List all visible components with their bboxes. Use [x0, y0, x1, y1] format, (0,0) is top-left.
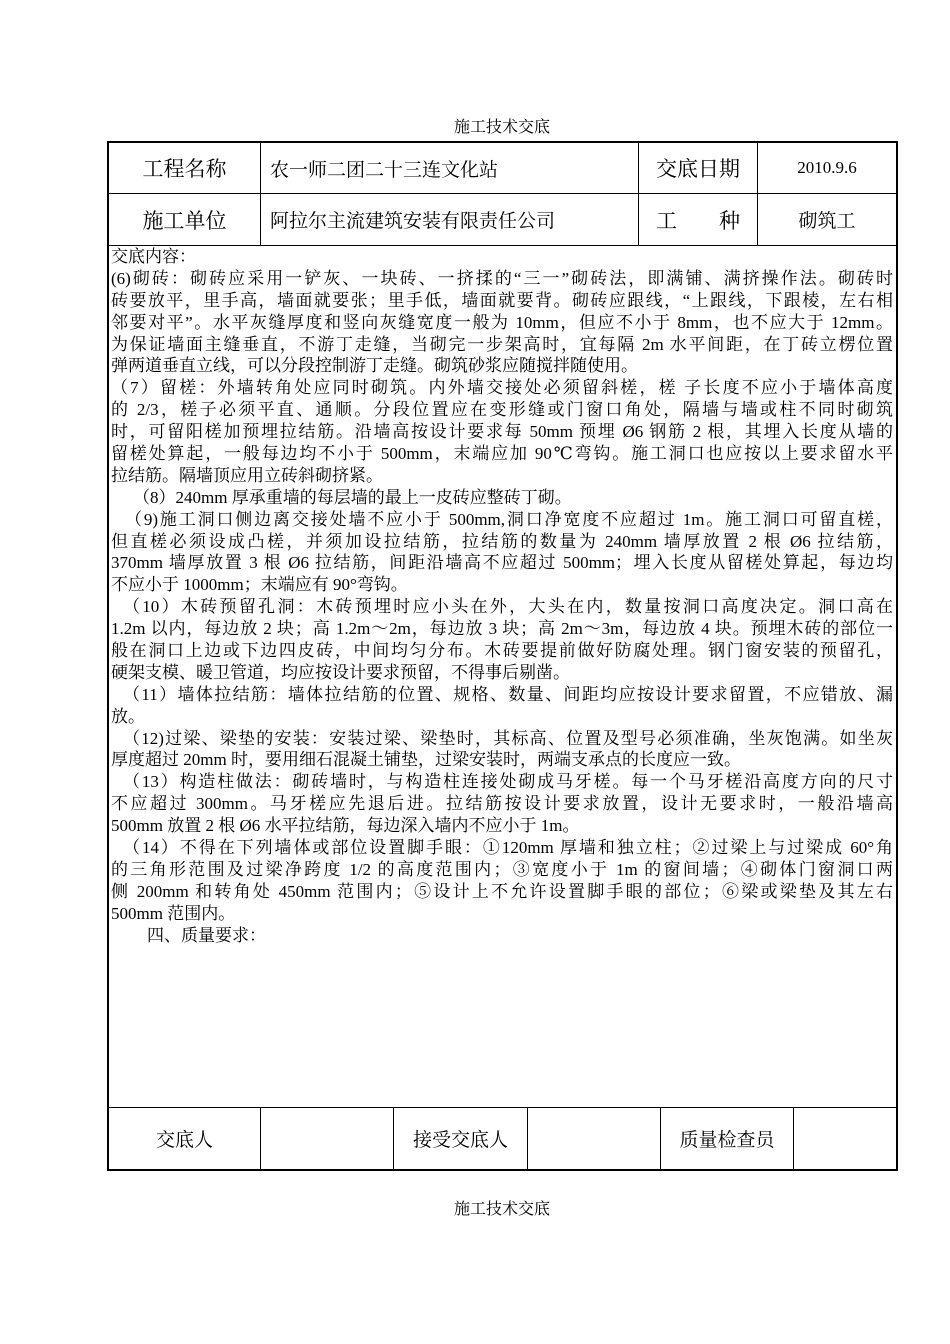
- content-line: （13）构造柱做法：砌砖墙时，与构造柱连接处砌成马牙槎。每一个马牙槎沿高度方向的尺寸: [123, 772, 893, 792]
- receiver-signature-cell: [528, 1108, 661, 1169]
- content-line: 砖要放平，里手高，墙面就要张；里手低，墙面就要背。砌砖应跟线，“上跟线，下跟棱，左右相: [111, 290, 893, 310]
- header-row-company: [109, 194, 896, 246]
- content-line: 的 2/3，槎子必须平直、通顺。分段位置应在变形缝或门窗口角处，隔墙与墙或柱不同时砌筑: [111, 400, 893, 420]
- signature-row: [109, 1108, 896, 1169]
- content-line: 为保证墙面主缝垂直，不游丁走缝，当砌完一步架高时，宜每隔 2m 水平间距，在丁砖立楞位置: [111, 334, 893, 354]
- next-page-title: 施工技术交底: [453, 1201, 550, 1218]
- header-row-project: [109, 143, 896, 194]
- content-line: （12)过梁、梁垫的安装：安装过梁、梁垫时，其标高、位置及型号必须准确，坐灰饱满。如坐灰: [123, 728, 893, 748]
- section-heading-quality: 四、质量要求：: [147, 925, 266, 945]
- content-line: （8）240mm 厚承重墙的每层墙的最上一皮砖应整砖丁砌。: [133, 487, 572, 507]
- inspector-label: 质量检查员: [661, 1108, 794, 1169]
- briefing-form-table: [107, 141, 898, 1171]
- date-label: 交底日期: [639, 143, 758, 193]
- content-line: 时，可留阳槎加预埋拉结筋。沿墙高按设计要求每 50mm 预埋 Ø6 钢筋 2 根，其埋入长度从墙的: [111, 422, 893, 442]
- presenter-label: 交底人: [109, 1108, 261, 1169]
- presenter-signature-cell: [261, 1108, 394, 1169]
- content-line: 500mm 范围内。: [111, 903, 236, 923]
- trade-label: 工 种: [639, 194, 758, 245]
- content-line: (6)砌砖：砌砖应采用一铲灰、一块砖、一挤揉的“三一”砌砖法，即满铺、满挤操作法。砌砖时: [111, 268, 893, 288]
- briefing-content: [109, 246, 896, 1108]
- content-line: 邻要对平”。水平灰缝厚度和竖向灰缝宽度一般为 10mm，但应不小于 8mm，也不应大于 12mm。: [111, 312, 893, 332]
- content-line: （11）墙体拉结筋：墙体拉结筋的位置、规格、数量、间距均应按设计要求留置，不应错放、漏: [123, 684, 893, 704]
- trade-value: 砌筑工: [798, 211, 856, 232]
- content-line: 放。: [111, 706, 145, 726]
- inspector-signature-cell: [794, 1108, 896, 1169]
- content-line: 厚度超过 20mm 时，要用细石混凝土铺垫，过梁安装时，两端支承点的长度应一致。: [111, 750, 741, 770]
- content-line: 留槎处算起，一般每边均不小于 500mm，末端应加 90℃弯钩。施工洞口也应按以上要求留水平: [111, 444, 893, 464]
- date-value: 2010.9.6: [797, 158, 857, 177]
- content-line: （10）木砖预留孔洞：木砖预埋时应小头在外，大头在内，数量按洞口高度决定。洞口高在: [123, 597, 893, 617]
- project-name-label: 工程名称: [109, 143, 261, 193]
- content-line: 但直槎必须设成凸槎，并须加设拉结筋，拉结筋的数量为 240mm 墙厚放置 2 根 Ø6 拉结筋，: [111, 531, 893, 551]
- content-line: 侧 200mm 和转角处 450mm 范围内；⑤设计上不允许设置脚手眼的部位；⑥梁或梁垫及其左右: [111, 881, 893, 901]
- content-line: 的三角形范围及过梁净跨度 1/2 的高度范围内；③宽度小于 1m 的窗间墙；④砌体门窗洞口两: [111, 859, 893, 879]
- content-line: 370mm 墙厚放置 3 根 Ø6 拉结筋，间距沿墙高不应超过 500mm；埋入长度从留槎处算起，每边均: [111, 553, 893, 573]
- content-line: （14）不得在下列墙体或部位设置脚手眼：①120mm 厚墙和独立柱；②过梁上与过梁成 60°角: [123, 838, 893, 858]
- company-label: 施工单位: [109, 194, 261, 245]
- content-line: 般在洞口上边或下边四皮砖，中间均匀分布。木砖要提前做好防腐处理。钢门窗安装的预留孔，: [111, 641, 893, 661]
- content-line: 不应小于 1000mm；末端应有 90°弯钩。: [111, 575, 408, 595]
- content-line: 弹两道垂直立线，可以分段控制游丁走缝。砌筑砂浆应随搅拌随使用。: [111, 356, 638, 376]
- content-label: 交底内容：: [111, 247, 196, 266]
- receiver-label: 接受交底人: [394, 1108, 528, 1169]
- project-name-value: 农一师二团二十三连文化站: [261, 143, 639, 193]
- document-title: 施工技术交底: [453, 119, 550, 136]
- content-line: 不应超过 300mm。马牙槎应先退后进。拉结筋按设计要求放置，设计无要求时，一般沿墙高: [111, 794, 893, 814]
- content-line: 硬架支模、暖卫管道，均应按设计要求预留，不得事后剔凿。: [111, 662, 570, 682]
- content-line: （9)施工洞口侧边离交接处墙不应小于 500mm,洞口净宽度不应超过 1m。施工洞口可留直槎，: [125, 509, 893, 529]
- content-line: 1.2m 以内，每边放 2 块；高 1.2m～2m，每边放 3 块；高 2m～3m，每边放 4 块。预埋木砖的部位一: [111, 619, 893, 639]
- content-line: 500mm 放置 2 根 Ø6 水平拉结筋，每边深入墙内不应小于 1m。: [111, 816, 580, 836]
- company-value: 阿拉尔主流建筑安装有限责任公司: [261, 194, 639, 245]
- content-line: 拉结筋。隔墙顶应用立砖斜砌挤紧。: [111, 465, 383, 485]
- content-line: （7）留槎：外墙转角处应同时砌筑。内外墙交接处必须留斜槎，槎 子长度不应小于墙体高度: [111, 378, 893, 398]
